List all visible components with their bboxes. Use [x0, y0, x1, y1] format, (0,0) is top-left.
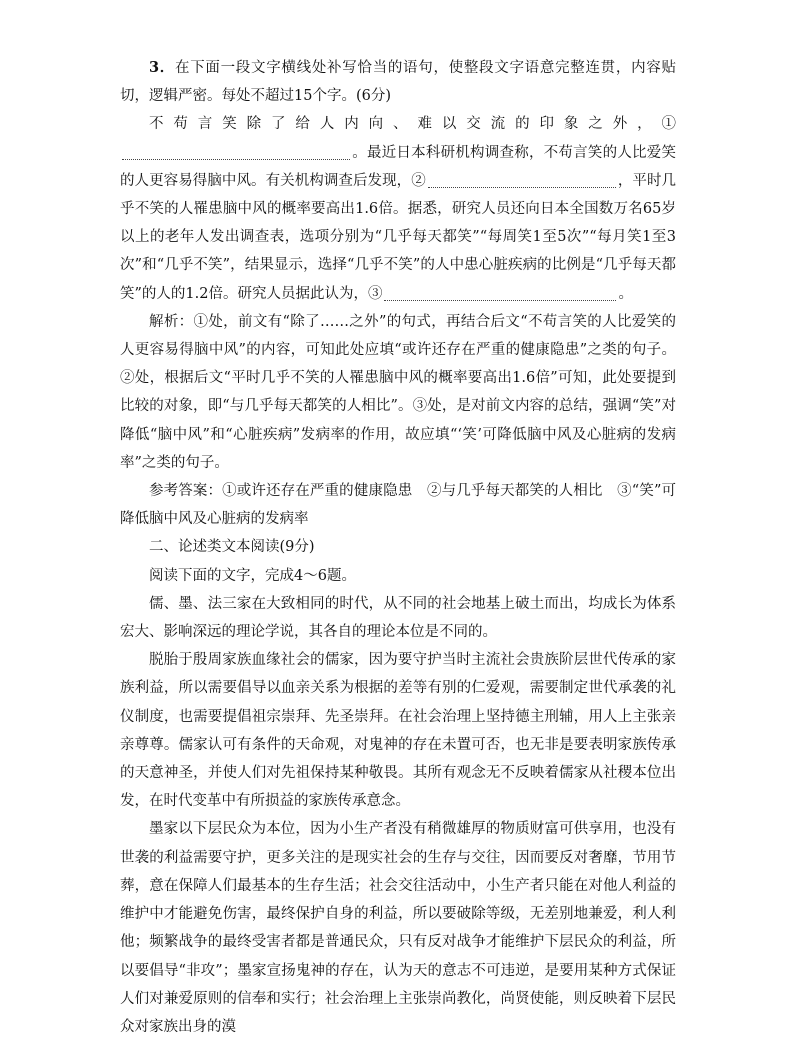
analysis-paragraph: 解析：①处，前文有“除了……之外”的句式，再结合后文“不苟言笑的人比爱笑的人更容易得脑中风”的内容，可知此处应填“或许还存在严重的健康隐患”之类的句子。②处，根据后文“平时几乎不笑的人罹患脑中风的概率要高出1.6倍”可知，此处要提到比较的对象，即“与几乎每天都笑的人相比”。③处，是对前文内容的总结，强调“笑”对降低“脑中风”和“心脏疾病”发病率的作用，故应填“‘笑’可降低脑中风及心脏病的发病率”之类的句子。: [120, 313, 676, 471]
passage-text-2: 。最近日本科研机构调查称，不苟言笑的人比爱笑的人更容易得脑中风。有关机构调查后发现，②: [120, 144, 676, 189]
question-3-prompt: [120, 54, 676, 110]
passage-text-1: 不苟言笑除了给人内向、难以交流的印象之外，①: [149, 116, 676, 133]
fill-blank-passage: [120, 110, 676, 307]
section-2-instruction: 阅读下面的文字，完成4～6题。: [149, 567, 356, 584]
essay-paragraph-1: 儒、墨、法三家在大致相同的时代，从不同的社会地基上破土而出，均成长为体系宏大、影响深远的理论学说，其各自的理论本位是不同的。: [120, 595, 676, 641]
passage-text-3: ，平时几乎不笑的人罹患脑中风的概率要高出1.6倍。据悉，研究人员还向日本全国数万名65岁以上的老年人发出调查表，选项分别为“几乎每天都笑”“每周笑1至5次”“每月笑1至3次”和“几乎不笑”，结果显示，选择“几乎不笑”的人中患心脏疾病的比例是“几乎每天都笑”的人的1.2倍。研究人员据此认为，③: [120, 172, 677, 302]
reference-answer: 参考答案：①或许还存在严重的健康隐患 ②与几乎每天都笑的人相比 ③“笑”可降低脑中风及心脏病的发病率: [120, 483, 676, 528]
answer-blank-1[interactable]: [122, 142, 350, 160]
question-number: 3．: [149, 59, 175, 76]
answer-blank-3[interactable]: [384, 283, 616, 301]
answer-blank-2[interactable]: [428, 170, 616, 188]
passage-text-4: 。: [618, 285, 633, 302]
document-page: [120, 54, 676, 1041]
question-text: 在下面一段文字横线处补写恰当的语句，使整段文字语意完整连贯，内容贴切，逻辑严密。每处不超过15个字。(6分): [120, 60, 676, 105]
essay-paragraph-2: 脱胎于殷周家族血缘社会的儒家，因为要守护当时主流社会贵族阶层世代传承的家族利益，所以需要倡导以血亲关系为根据的差等有别的仁爱观，需要制定世代承袭的礼仪制度，也需要提倡祖宗崇拜、先圣崇拜。在社会治理上坚持德主刑辅，用人上主张亲亲尊尊。儒家认可有条件的天命观，对鬼神的存在未置可否，也无非是要表明家族传承的天意神圣，并使人们对先祖保持某种敬畏。其所有观念无不反映着儒家从社稷本位出发，在时代变革中有所损益的家族传承意念。: [120, 652, 676, 810]
essay-paragraph-3: 墨家以下层民众为本位，因为小生产者没有稍微雄厚的物质财富可供享用，也没有世袭的利益需要守护，更多关注的是现实社会的生存与交往，因而要反对奢靡，节用节葬，意在保障人们最基本的生存生活；社会交往活动中，小生产者只能在对他人利益的维护中才能避免伤害，最终保护自身的利益，所以要破除等级，无差别地兼爱，利人利他；频繁战争的最终受害者都是普通民众，只有反对战争才能维护下层民众的利益，所以要倡导“非攻”；墨家宣扬鬼神的存在，认为天的意志不可违逆，是要用某种方式保证人们对兼爱原则的信奉和实行；社会治理上主张崇尚教化，尚贤使能，则反映着下层民众对家族出身的漠: [120, 821, 676, 1035]
section-2-heading: 二、论述类文本阅读(9分): [149, 539, 315, 556]
